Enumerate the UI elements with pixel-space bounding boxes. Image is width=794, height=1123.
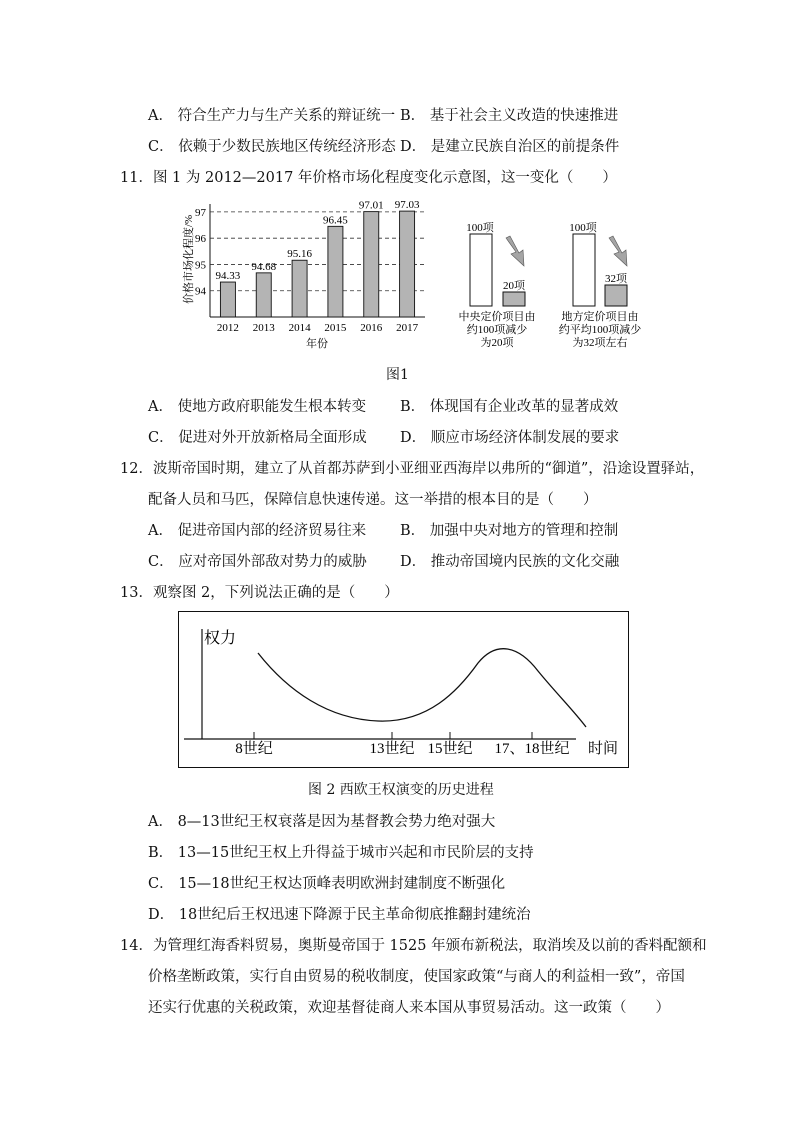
x-tick-label: 2015 (324, 322, 347, 334)
q12-stem-line1: 12．波斯帝国时期，建立了从首都苏萨到小亚细亚西海岸以弗所的“御道”，沿途设置驿站， (120, 461, 705, 477)
x-tick-labels (217, 322, 419, 334)
x-tick-label: 2017 (396, 322, 419, 334)
central-bar-100 (470, 234, 492, 306)
bar-value-label: 97.03 (394, 199, 420, 212)
central-label-20: 20项 (503, 280, 525, 292)
bar (292, 260, 307, 317)
q12-option-d: D． 推动帝国境内民族的文化交融 (400, 554, 620, 570)
x-axis-label: 年份 (306, 338, 328, 350)
q13-stem: 13．观察图 2，下列说法正确的是（ ） (120, 585, 399, 601)
q13-option-d: D． 18世纪后王权迅速下降源于民主革命彻底推翻封建统治 (148, 907, 531, 923)
local-pricing-panel (559, 221, 642, 349)
q10-option-d: D． 是建立民族自治区的前提条件 (400, 139, 620, 155)
x-tick-label: 15世纪 (427, 741, 473, 757)
q11-option-a: A． 使地方政府职能发生根本转变 (148, 399, 367, 415)
q12-option-a: A． 促进帝国内部的经济贸易往来 (148, 523, 367, 539)
down-arrow-icon (609, 236, 627, 266)
x-axis-label: 时间 (588, 741, 619, 757)
x-tick-label: 2014 (288, 322, 311, 334)
figure-2 (178, 611, 630, 769)
central-label-100: 100项 (466, 222, 494, 234)
local-bar-32 (605, 285, 627, 306)
y-tick-label: 95 (195, 259, 206, 272)
bar (220, 282, 235, 317)
y-tick-label: 94 (195, 285, 206, 298)
local-label-100: 100项 (569, 222, 597, 234)
q10-option-a: A． 符合生产力与生产关系的辩证统一 (148, 108, 396, 124)
bar (328, 226, 343, 317)
central-caption-line3: 为20项 (480, 337, 514, 349)
x-tick-label: 2016 (360, 322, 383, 334)
q14-stem-line2: 价格垄断政策，实行自由贸易的税收制度，使国家政策“与商人的利益相一致”，帝国 (148, 969, 685, 985)
x-tick-label: 2012 (216, 322, 239, 334)
bar (256, 273, 271, 317)
figure-1-caption: 图1 (386, 367, 409, 383)
q12-stem-line2: 配备人员和马匹，保障信息快速传递。这一举措的根本目的是（ ） (148, 492, 598, 508)
q12-option-c: C． 应对帝国外部敌对势力的威胁 (148, 554, 367, 570)
local-label-32: 32项 (605, 273, 627, 285)
y-axis-label: 权力 (204, 630, 237, 647)
y-axis-label: 价格市场化程度/% (183, 214, 195, 304)
bar-value-label: 96.45 (323, 214, 348, 227)
gridlines (210, 212, 425, 291)
bar (400, 211, 415, 317)
q11-option-d: D． 顺应市场经济体制发展的要求 (400, 430, 620, 446)
q13-option-a: A． 8—13世纪王权衰落是因为基督教会势力绝对强大 (148, 814, 496, 830)
y-ticks (195, 207, 207, 298)
local-caption-line2: 约平均100项减少 (558, 324, 642, 336)
figure-2-caption: 图 2 西欧王权演变的历史进程 (308, 782, 494, 798)
bar-value-label: 95.16 (287, 248, 312, 261)
x-tick-label: 17、18世纪 (494, 741, 570, 757)
x-tick-label: 8世纪 (235, 741, 273, 757)
q11-stem: 11．图 1 为 2012—2017 年价格市场化程度变化示意图，这一变化（ ） (120, 170, 617, 186)
bar (364, 212, 379, 317)
central-caption-line1: 中央定价项目由 (458, 311, 536, 323)
bar-value-label: 97.01 (358, 199, 384, 212)
q12-option-b: B． 加强中央对地方的管理和控制 (400, 523, 619, 539)
q13-option-c: C． 15—18世纪王权达顶峰表明欧洲封建制度不断强化 (148, 876, 506, 892)
y-tick-label: 97 (195, 206, 206, 219)
q13-option-b: B． 13—15世纪王权上升得益于城市兴起和市民阶层的支持 (148, 845, 534, 861)
central-bar-20 (503, 292, 525, 306)
q10-option-c: C． 依赖于少数民族地区传统经济形态 (148, 139, 396, 155)
x-tick-label: 2013 (252, 322, 275, 334)
q11-option-c: C． 促进对外开放新格局全面形成 (148, 430, 367, 446)
down-arrow-icon (506, 236, 524, 266)
x-tick-label: 13世纪 (369, 741, 415, 757)
central-pricing-panel (459, 221, 536, 349)
y-tick-label: 96 (195, 233, 206, 246)
q14-stem-line3: 还实行优惠的关税政策，欢迎基督徒商人来本国从事贸易活动。这一政策（ ） (148, 1000, 670, 1016)
bar-value-label: 94.33 (215, 270, 241, 283)
central-caption-line2: 约100项减少 (466, 324, 528, 336)
q10-option-b: B． 基于社会主义改造的快速推进 (400, 108, 619, 124)
local-caption-line1: 地方定价项目由 (561, 311, 639, 323)
bar-value-label: 94.68 (251, 260, 277, 273)
local-caption-line3: 为32项左右 (572, 337, 628, 349)
local-bar-100 (573, 234, 595, 306)
figure-1 (180, 196, 660, 356)
q14-stem-line1: 14．为管理红海香料贸易，奥斯曼帝国于 1525 年颁布新税法，取消埃及以前的香料配额和 (120, 938, 707, 954)
q11-option-b: B． 体现国有企业改革的显著成效 (400, 399, 619, 415)
